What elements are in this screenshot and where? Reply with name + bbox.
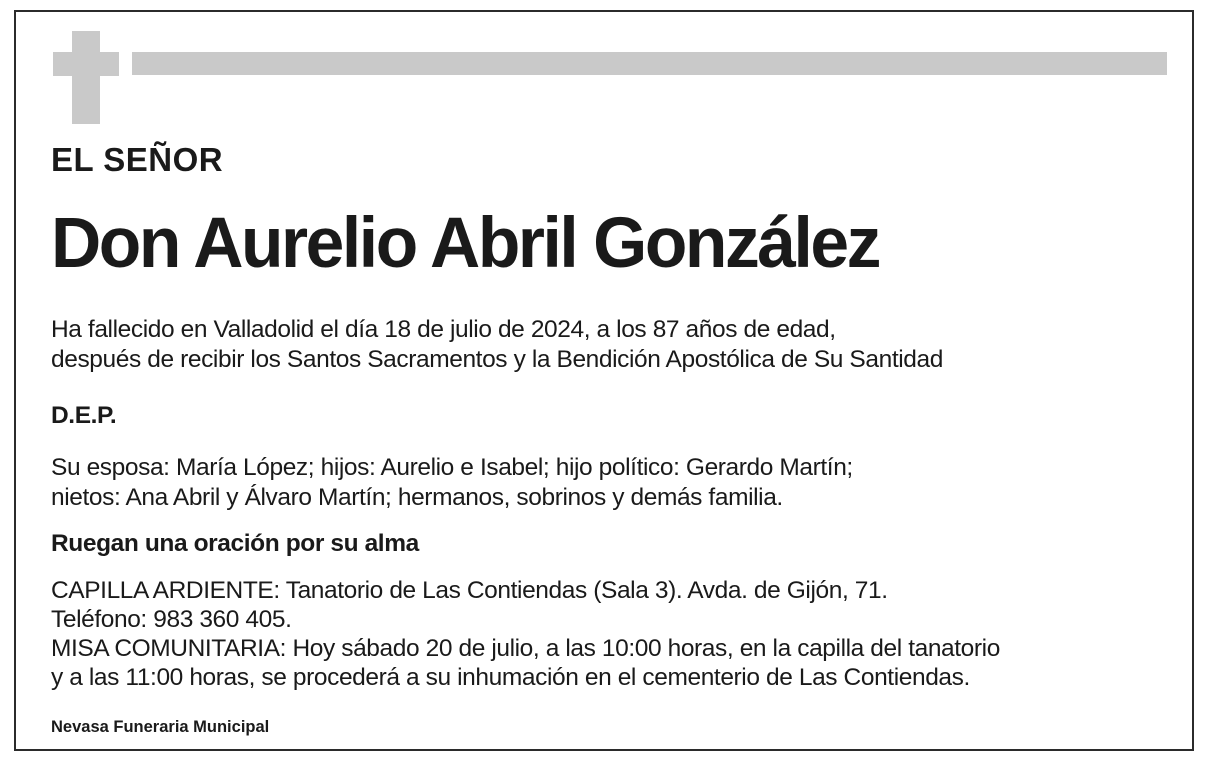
family-line-2: nietos: Ana Abril y Álvaro Martín; hermanos, sobrinos y demás familia.: [51, 484, 783, 511]
family-line-1: Su esposa: María López; hijos: Aurelio e Isabel; hijo político: Gerardo Martín;: [51, 454, 853, 481]
cross-vertical-beam: [72, 31, 100, 124]
death-announcement-line-1: Ha fallecido en Valladolid el día 18 de julio de 2024, a los 87 años de edad,: [51, 316, 836, 343]
chapel-details: CAPILLA ARDIENTE: Tanatorio de Las Contiendas (Sala 3). Avda. de Gijón, 71.: [51, 577, 888, 604]
burial-details: y a las 11:00 horas, se procederá a su inhumación en el cementerio de Las Contiendas.: [51, 664, 970, 691]
prayer-request: Ruegan una oración por su alma: [51, 530, 419, 557]
decorative-top-bar: [132, 52, 1167, 75]
honorific-title: EL SEÑOR: [51, 141, 224, 178]
mass-details: MISA COMUNITARIA: Hoy sábado 20 de julio, a las 10:00 horas, en la capilla del tanatorio: [51, 635, 1000, 662]
cross-horizontal-beam: [53, 52, 119, 76]
phone-details: Teléfono: 983 360 405.: [51, 606, 292, 633]
deceased-name: Don Aurelio Abril González: [51, 204, 880, 283]
funeral-home-footer: Nevasa Funeraria Municipal: [51, 718, 270, 736]
death-announcement-line-2: después de recibir los Santos Sacramentos y la Bendición Apostólica de Su Santidad: [51, 346, 943, 373]
dep-label: D.E.P.: [51, 402, 117, 429]
